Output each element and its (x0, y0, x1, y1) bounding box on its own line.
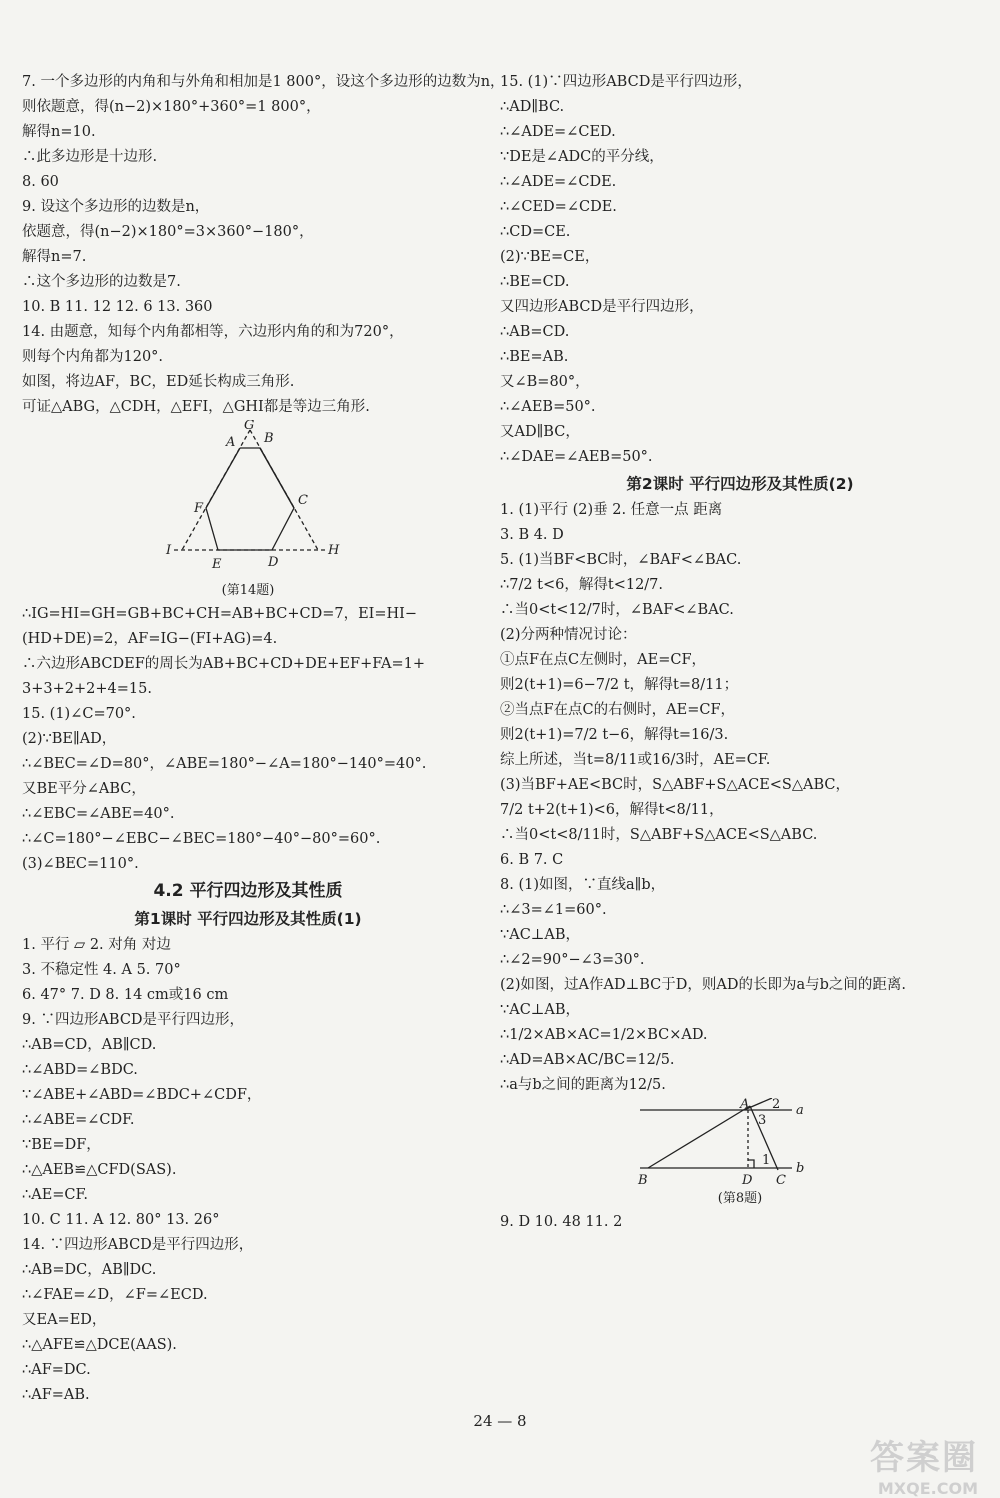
answer-line: 15. (1)∵四边形ABCD是平行四边形， (500, 74, 752, 90)
answer-line: 又∠B=80°， (500, 374, 590, 390)
answer-line: ∴∠ADE=∠CED. (500, 124, 616, 140)
answer-line: 又BE平分∠ABC， (22, 781, 146, 797)
answer-line: (2)∵BE=CE， (500, 249, 600, 265)
right-answers-a (500, 70, 980, 470)
watermark (870, 1430, 978, 1498)
watermark-sub: MXQE.COM (877, 1479, 978, 1498)
answer-line: 又EA=ED， (22, 1312, 107, 1328)
answer-line: ∴△AFE≌△DCE(AAS). (22, 1337, 177, 1353)
answer-line: ∴AF=AB. (22, 1387, 90, 1403)
answer-line: ∴∠AEB=50°. (500, 399, 596, 415)
answer-line: ∵DE是∠ADC的平分线， (500, 149, 664, 165)
label-B: B (264, 431, 274, 446)
answer-line: 解得n=7. (22, 249, 87, 265)
answer-line: ∵BE=DF， (22, 1137, 101, 1153)
answer-line: 9. 设这个多边形的边数是n， (22, 199, 210, 215)
figure-14 (22, 420, 474, 602)
answer-line: 则2(t+1)=7/2 t−6，解得t=16/3. (500, 727, 729, 743)
label-E: E (212, 557, 222, 572)
answer-line: 9. ∵四边形ABCD是平行四边形， (22, 1012, 245, 1028)
answer-line: ∴∠3=∠1=60°. (500, 902, 607, 918)
answer-line: ∴BE=CD. (500, 274, 570, 290)
answer-line: ∴AE=CF. (22, 1187, 88, 1203)
answer-line: 综上所述，当t=8/11或16/3时，AE=CF. (500, 752, 771, 768)
label-H: H (328, 543, 340, 558)
answer-line: ∴当0<t<12/7时，∠BAF<∠BAC. (500, 602, 734, 618)
answer-line: 又四边形ABCD是平行四边形， (500, 299, 704, 315)
answer-line: ∴BE=AB. (500, 349, 569, 365)
left-answers-b (22, 602, 474, 877)
watermark-main: 答案圈 (870, 1438, 978, 1478)
figure-14-caption: (第14题) (221, 583, 275, 598)
answer-line: ∵AC⊥AB， (500, 1002, 581, 1018)
answer-line: ∴AD∥BC. (500, 99, 565, 115)
answer-line: 则2(t+1)=6−7/2 t，解得t=8/11； (500, 677, 739, 693)
answer-line: 依题意，得(n−2)×180°=3×360°−180°， (22, 224, 314, 240)
answer-line: ②当点F在点C的右侧时，AE=CF， (500, 702, 736, 718)
answer-line: ∴∠C=180°−∠EBC−∠BEC=180°−40°−80°=60°. (22, 831, 381, 847)
answer-line: ∴六边形ABCDEF的周长为AB+BC+CD+DE+EF+FA=1+ (22, 656, 426, 672)
figure-8 (500, 1098, 980, 1210)
answer-line: (HD+DE)=2，AF=IG−(FI+AG)=4. (22, 631, 278, 647)
label-F: F (194, 501, 204, 516)
answer-line: 7. 一个多边形的内角和与外角和相加是1 800°，设这个多边形的边数为n， (22, 74, 505, 90)
answer-line: ∴当0<t<8/11时，S△ABF+S△ACE<S△ABC. (500, 827, 818, 843)
lesson-title-1: 第1课时 平行四边形及其性质(1) (134, 910, 362, 928)
answer-line: ∴AB=CD. (500, 324, 570, 340)
answer-line: 又AD∥BC， (500, 424, 580, 440)
answer-line: 8. (1)如图，∵直线a∥b， (500, 877, 666, 893)
label-b: b (796, 1161, 805, 1176)
answer-line: 如图，将边AF，BC，ED延长构成三角形. (22, 374, 295, 390)
label-1: 1 (762, 1153, 771, 1168)
answer-line: 3+3+2+2+4=15. (22, 681, 152, 697)
label-A: A (740, 1098, 750, 1112)
answer-line: ∴∠DAE=∠AEB=50°. (500, 449, 653, 465)
answer-line: ∴此多边形是十边形. (22, 149, 158, 165)
section-title: 4.2 平行四边形及其性质 (153, 881, 343, 901)
left-answers-a (22, 70, 505, 420)
answer-line: 可证△ABG，△CDH，△EFI，△GHI都是等边三角形. (22, 399, 370, 415)
figure-8-caption: (第8题) (717, 1191, 763, 1206)
answer-line: 10. C 11. A 12. 80° 13. 26° (22, 1212, 220, 1228)
answer-line: ∴∠ABE=∠CDF. (22, 1112, 135, 1128)
answer-line: ∴AF=DC. (22, 1362, 91, 1378)
answer-line: 8. 60 (22, 174, 59, 190)
label-3: 3 (758, 1113, 767, 1128)
lesson-title-2: 第2课时 平行四边形及其性质(2) (626, 475, 854, 493)
answer-line: 则每个内角都为120°. (22, 349, 164, 365)
answer-line: ∴∠CED=∠CDE. (500, 199, 617, 215)
label-D: D (742, 1173, 753, 1188)
answer-line: ∴这个多边形的边数是7. (22, 274, 181, 290)
label-B: B (638, 1173, 648, 1188)
answer-line: 1. 平行 ▱ 2. 对角 对边 (22, 937, 171, 953)
answer-line: ∴∠ADE=∠CDE. (500, 174, 617, 190)
answer-line: ∴a与b之间的距离为12/5. (500, 1077, 666, 1093)
answer-line: ∴1/2×AB×AC=1/2×BC×AD. (500, 1027, 708, 1043)
parallel-lines-diagram (500, 1098, 980, 1188)
answer-line: (3)∠BEC=110°. (22, 856, 139, 872)
page-number: 24 — 8 (473, 1412, 527, 1430)
answer-line: 10. B 11. 12 12. 6 13. 360 (22, 299, 213, 315)
answer-line: 7/2 t+2(t+1)<6，解得t<8/11， (500, 802, 724, 818)
answer-line: ∵AC⊥AB， (500, 927, 581, 943)
answer-line: 15. (1)∠C=70°. (22, 706, 136, 722)
left-answers-c (22, 933, 474, 1408)
answer-line: ∴AB=DC，AB∥DC. (22, 1262, 157, 1278)
answer-line: ∴∠BEC=∠D=80°，∠ABE=180°−∠A=180°−140°=40°. (22, 756, 427, 772)
label-I: I (166, 543, 172, 558)
answer-line: ∴∠FAE=∠D，∠F=∠ECD. (22, 1287, 208, 1303)
right-column (500, 70, 980, 1235)
answer-line: (2)分两种情况讨论： (500, 627, 637, 643)
answer-line: ∴∠EBC=∠ABE=40°. (22, 806, 175, 822)
answer-line: ∴∠ABD=∠BDC. (22, 1062, 138, 1078)
answer-line: 9. D 10. 48 11. 2 (500, 1214, 623, 1230)
answer-line: 6. B 7. C (500, 852, 564, 868)
label-C: C (776, 1173, 786, 1188)
answer-line: 1. (1)平行 (2)垂 2. 任意一点 距离 (500, 502, 723, 518)
label-2: 2 (772, 1098, 781, 1112)
label-G: G (244, 420, 255, 433)
answer-line: 6. 47° 7. D 8. 14 cm或16 cm (22, 987, 229, 1003)
answer-line: 解得n=10. (22, 124, 96, 140)
label-a: a (796, 1103, 804, 1118)
answer-line: 5. (1)当BF<BC时，∠BAF<∠BAC. (500, 552, 742, 568)
answer-line: (2)如图，过A作AD⊥BC于D，则AD的长即为a与b之间的距离. (500, 977, 907, 993)
answer-line: ∴AB=CD，AB∥CD. (22, 1037, 157, 1053)
answer-line: 3. 不稳定性 4. A 5. 70° (22, 962, 181, 978)
left-column (22, 70, 505, 1408)
right-answers-b (500, 498, 980, 1098)
answer-line: ∵∠ABE+∠ABD=∠BDC+∠CDF， (22, 1087, 262, 1103)
answer-line: (2)∵BE∥AD， (22, 731, 117, 747)
answer-line: 则依题意，得(n−2)×180°+360°=1 800°， (22, 99, 321, 115)
answer-line: ①点F在点C左侧时，AE=CF， (500, 652, 707, 668)
answer-line: ∴IG=HI=GH=GB+BC+CH=AB+BC+CD=7，EI=HI− (22, 606, 418, 622)
label-C: C (298, 493, 308, 508)
answer-line: ∴CD=CE. (500, 224, 571, 240)
answer-line: 14. 由题意，知每个内角都相等，六边形内角的和为720°， (22, 324, 404, 340)
answer-line: ∴7/2 t<6，解得t<12/7. (500, 577, 664, 593)
answer-line: (3)当BF+AE<BC时，S△ABF+S△ACE<S△ABC， (500, 777, 851, 793)
answer-line: 14. ∵四边形ABCD是平行四边形， (22, 1237, 254, 1253)
answer-line: 3. B 4. D (500, 527, 564, 543)
answer-line: ∴∠2=90°−∠3=30°. (500, 952, 645, 968)
hexagon-diagram (22, 420, 474, 580)
label-D: D (268, 555, 279, 570)
answer-line: ∴AD=AB×AC/BC=12/5. (500, 1052, 675, 1068)
label-A: A (226, 435, 236, 450)
answer-line: ∴△AEB≌△CFD(SAS). (22, 1162, 177, 1178)
